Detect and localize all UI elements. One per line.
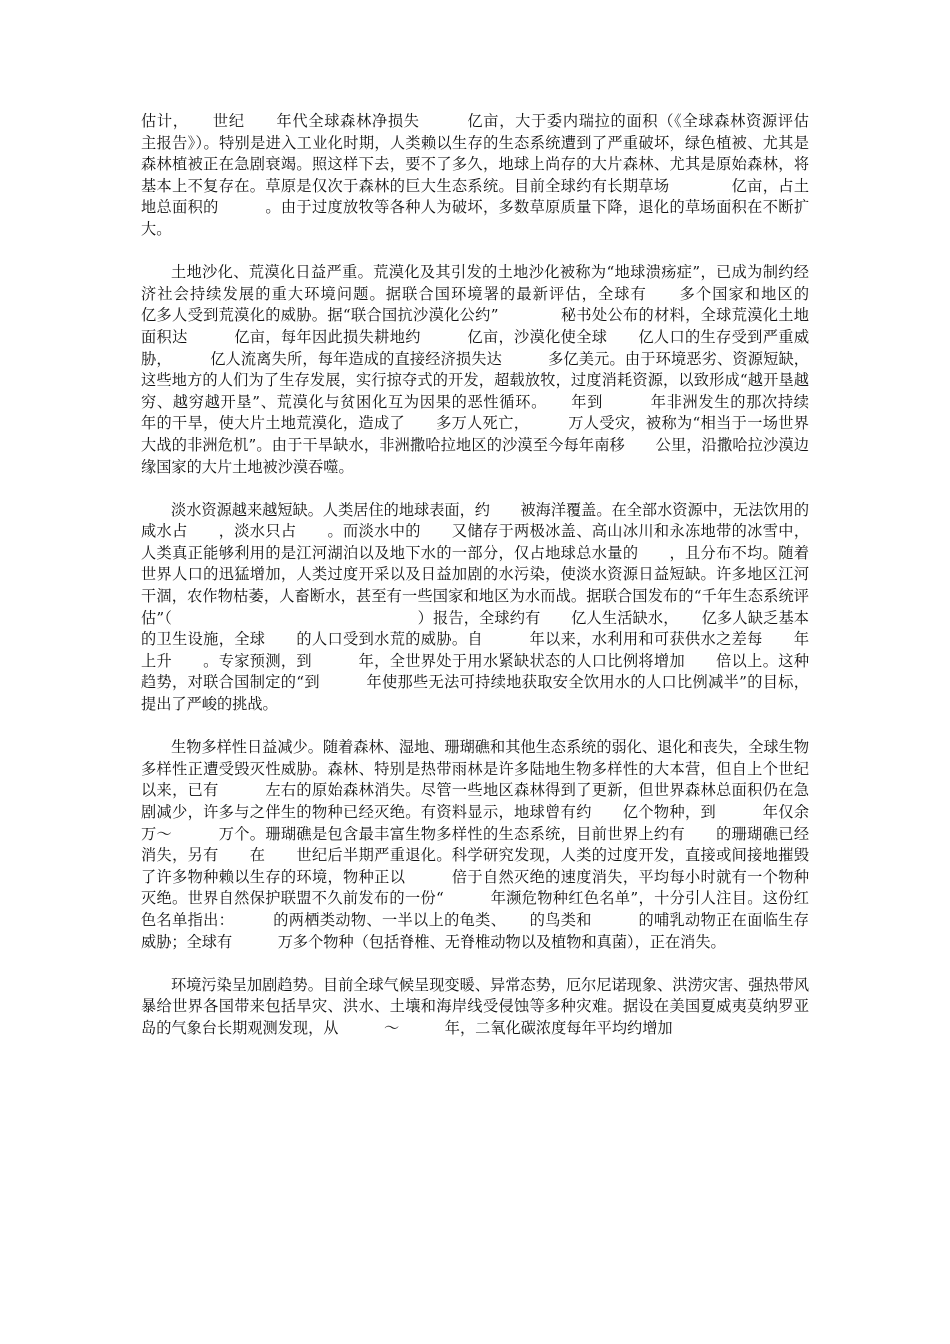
paragraph-pollution: 环境污染呈加剧趋势。目前全球气候呈现变暖、异常态势，厄尔尼诺现象、洪涝灾害、强热带风暴给世界各国带来包括旱灾、洪水、土壤和海岸线受侵蚀等多种灾难。据设在美国夏威夷莫纳罗亚岛的气象台长期观测发现，从 ～ 年，二氧化碳浓度每年平均约增加	[141, 975, 809, 1037]
paragraph-forest-grassland: 估计， 世纪 年代全球森林净损失 亿亩，大于委内瑞拉的面积（《全球森林资源评估 主报告》）。特别是进入工业化时期，人类赖以生存的生态系统遭到了严重破坏，绿色植被、尤其是森林植被正在急剧衰竭。照这样下去，要不了多久，地球上尚存的大片森林、尤其是原始森林，将基本上不复存在。草原是仅次于森林的巨大生态系统。目前全球约有长期草场 亿亩，占土地总面积的 。由于过度放牧等各种人为破坏，多数草原质量下降，退化的草场面积在不断扩大。	[141, 112, 855, 238]
document-body	[141, 111, 855, 1061]
paragraph-biodiversity: 生物多样性日益减少。随着森林、湿地、珊瑚礁和其他生态系统的弱化、退化和丧失，全球生物多样性正遭受毁灭性威胁。森林、特别是热带雨林是许多陆地生物多样性的大本营，但自上个世纪以来，已有 左右的原始森林消失。尽管一些地区森林得到了更新，但世界森林总面积仍在急剧减少，许多与之伴生的物种已经灭绝。有资料显示，地球曾有约 亿个物种，到 年仅余 万～ 万个。珊瑚礁是包含最丰富生物多样性的生态系统，目前世界上约有 的珊瑚礁已经消失，另有 在 世纪后半期严重退化。科学研究发现，人类的过度开发，直接或间接地摧毁了许多物种赖以生存的环境，物种正以 倍于自然灭绝的速度消失，平均每小时就有一个物种灭绝。世界自然保护联盟不久前发布的一份“ 年濒危物种红色名单”，十分引人注目。这份红色名单指出： 的两栖类动物、一半以上的龟类、 的鸟类和 的哺乳动物正在面临生存威胁；全球有 万多个物种（包括脊椎、无脊椎动物以及植物和真菌），正在消失。	[141, 738, 855, 951]
paragraph-freshwater: 淡水资源越来越短缺。人类居住的地球表面，约 被海洋覆盖。在全部水资源中，无法饮用的咸水占 ，淡水只占 。而淡水中的 又储存于两极冰盖、高山冰川和永冻地带的冰雪中，人类真正能够利用的是江河湖泊以及地下水的一部分，仅占地球总水量的 ，且分布不均。随着世界人口的迅猛增加，人类过度开采以及日益加剧的水污染，使淡水资源日益短缺。许多地区江河干涸，农作物枯萎，人畜断水，甚至有一些国家和地区为水而战。据联合国发布的“千年生态系统评估”（ ）报告，全球约有 亿人生活缺水， 亿多人缺乏基本的卫生设施，全球 的人口受到水荒的威胁。自 年以来，水利用和可获供水之差每 年上升 。专家预测，到 年，全世界处于用水紧缺状态的人口比例将增加 倍以上。这种趋势，对联合国制定的“到 年使那些无法可持续地获取安全饮用水的人口比例减半”的目标，提出了严峻的挑战。	[141, 500, 809, 714]
paragraph-desertification: 土地沙化、荒漠化日益严重。荒漠化及其引发的土地沙化被称为“地球溃疡症”，已成为制约经济社会持续发展的重大环境问题。据联合国环境署的最新评估，全球有 多个国家和地区的 亿多人受到荒漠化的威胁。据“联合国抗沙漠化公约” 秘书处公布的材料，全球荒漠化土地面积达 亿亩，每年因此损失耕地约 亿亩，沙漠化使全球 亿人口的生存受到严重威胁， 亿人流离失所，每年造成的直接经济损失达 多亿美元。由于环境恶劣、资源短缺，这些地方的人们为了生存发展，实行掠夺式的开发，超载放牧，过度消耗资源，以致形成“越开垦越穷、越穷越开垦”、荒漠化与贫困化互为因果的恶性循环。 年到 年非洲发生的那次持续 年的干旱，使大片土地荒漠化，造成了 多万人死亡， 万人受灾，被称为“相当于一场世界大战的非洲危机”。由于干旱缺水，非洲撒哈拉地区的沙漠至今每年南移 公里，沿撒哈拉沙漠边缘国家的大片土地被沙漠吞噬。	[141, 263, 840, 476]
